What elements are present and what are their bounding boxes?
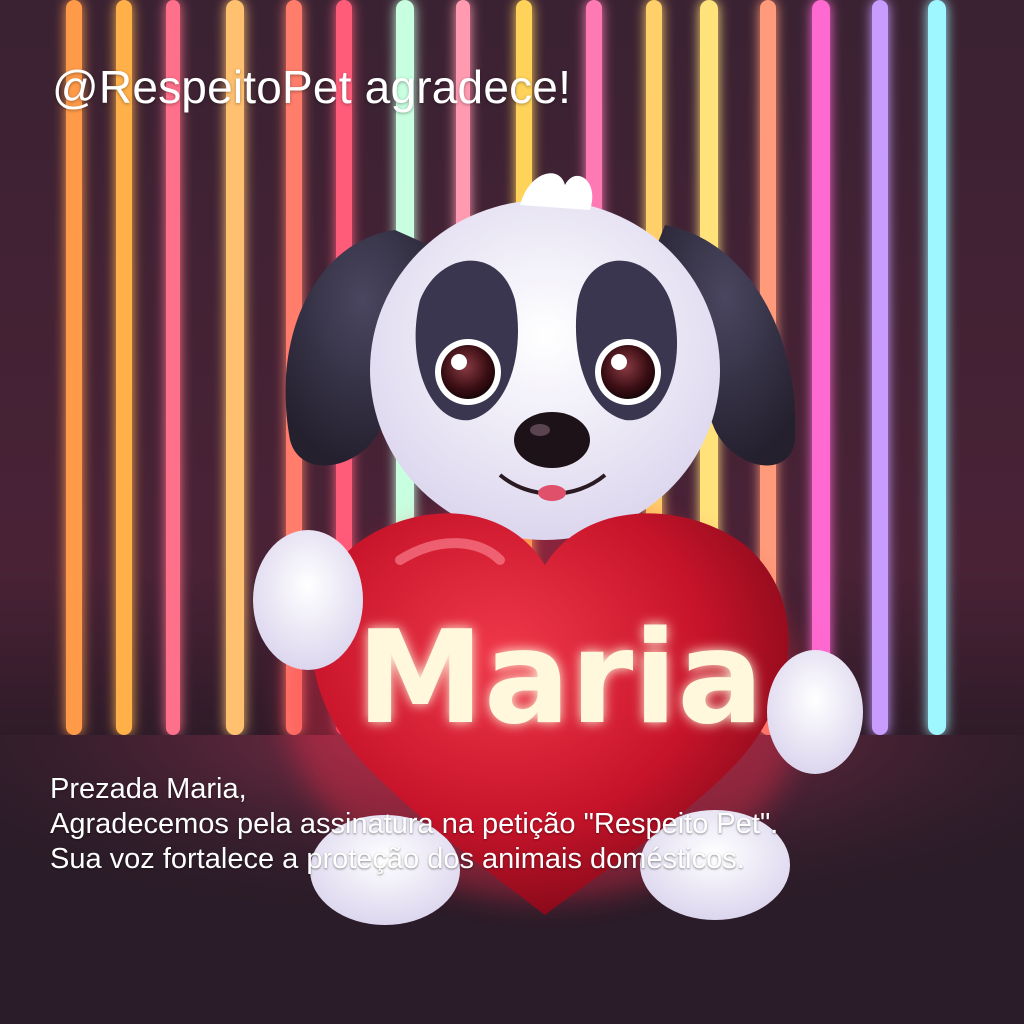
message-line-2: Sua voz fortalece a proteção dos animais domésticos. [50, 843, 745, 875]
message-line-1: Agradecemos pela assinatura na petição "Respeito Pet". [50, 808, 779, 840]
message-greeting: Prezada Maria, [50, 773, 247, 805]
page-title: @RespeitoPet agradece! [52, 61, 572, 113]
thank-you-message [50, 772, 990, 877]
heart-name-label: Maria [356, 604, 764, 753]
